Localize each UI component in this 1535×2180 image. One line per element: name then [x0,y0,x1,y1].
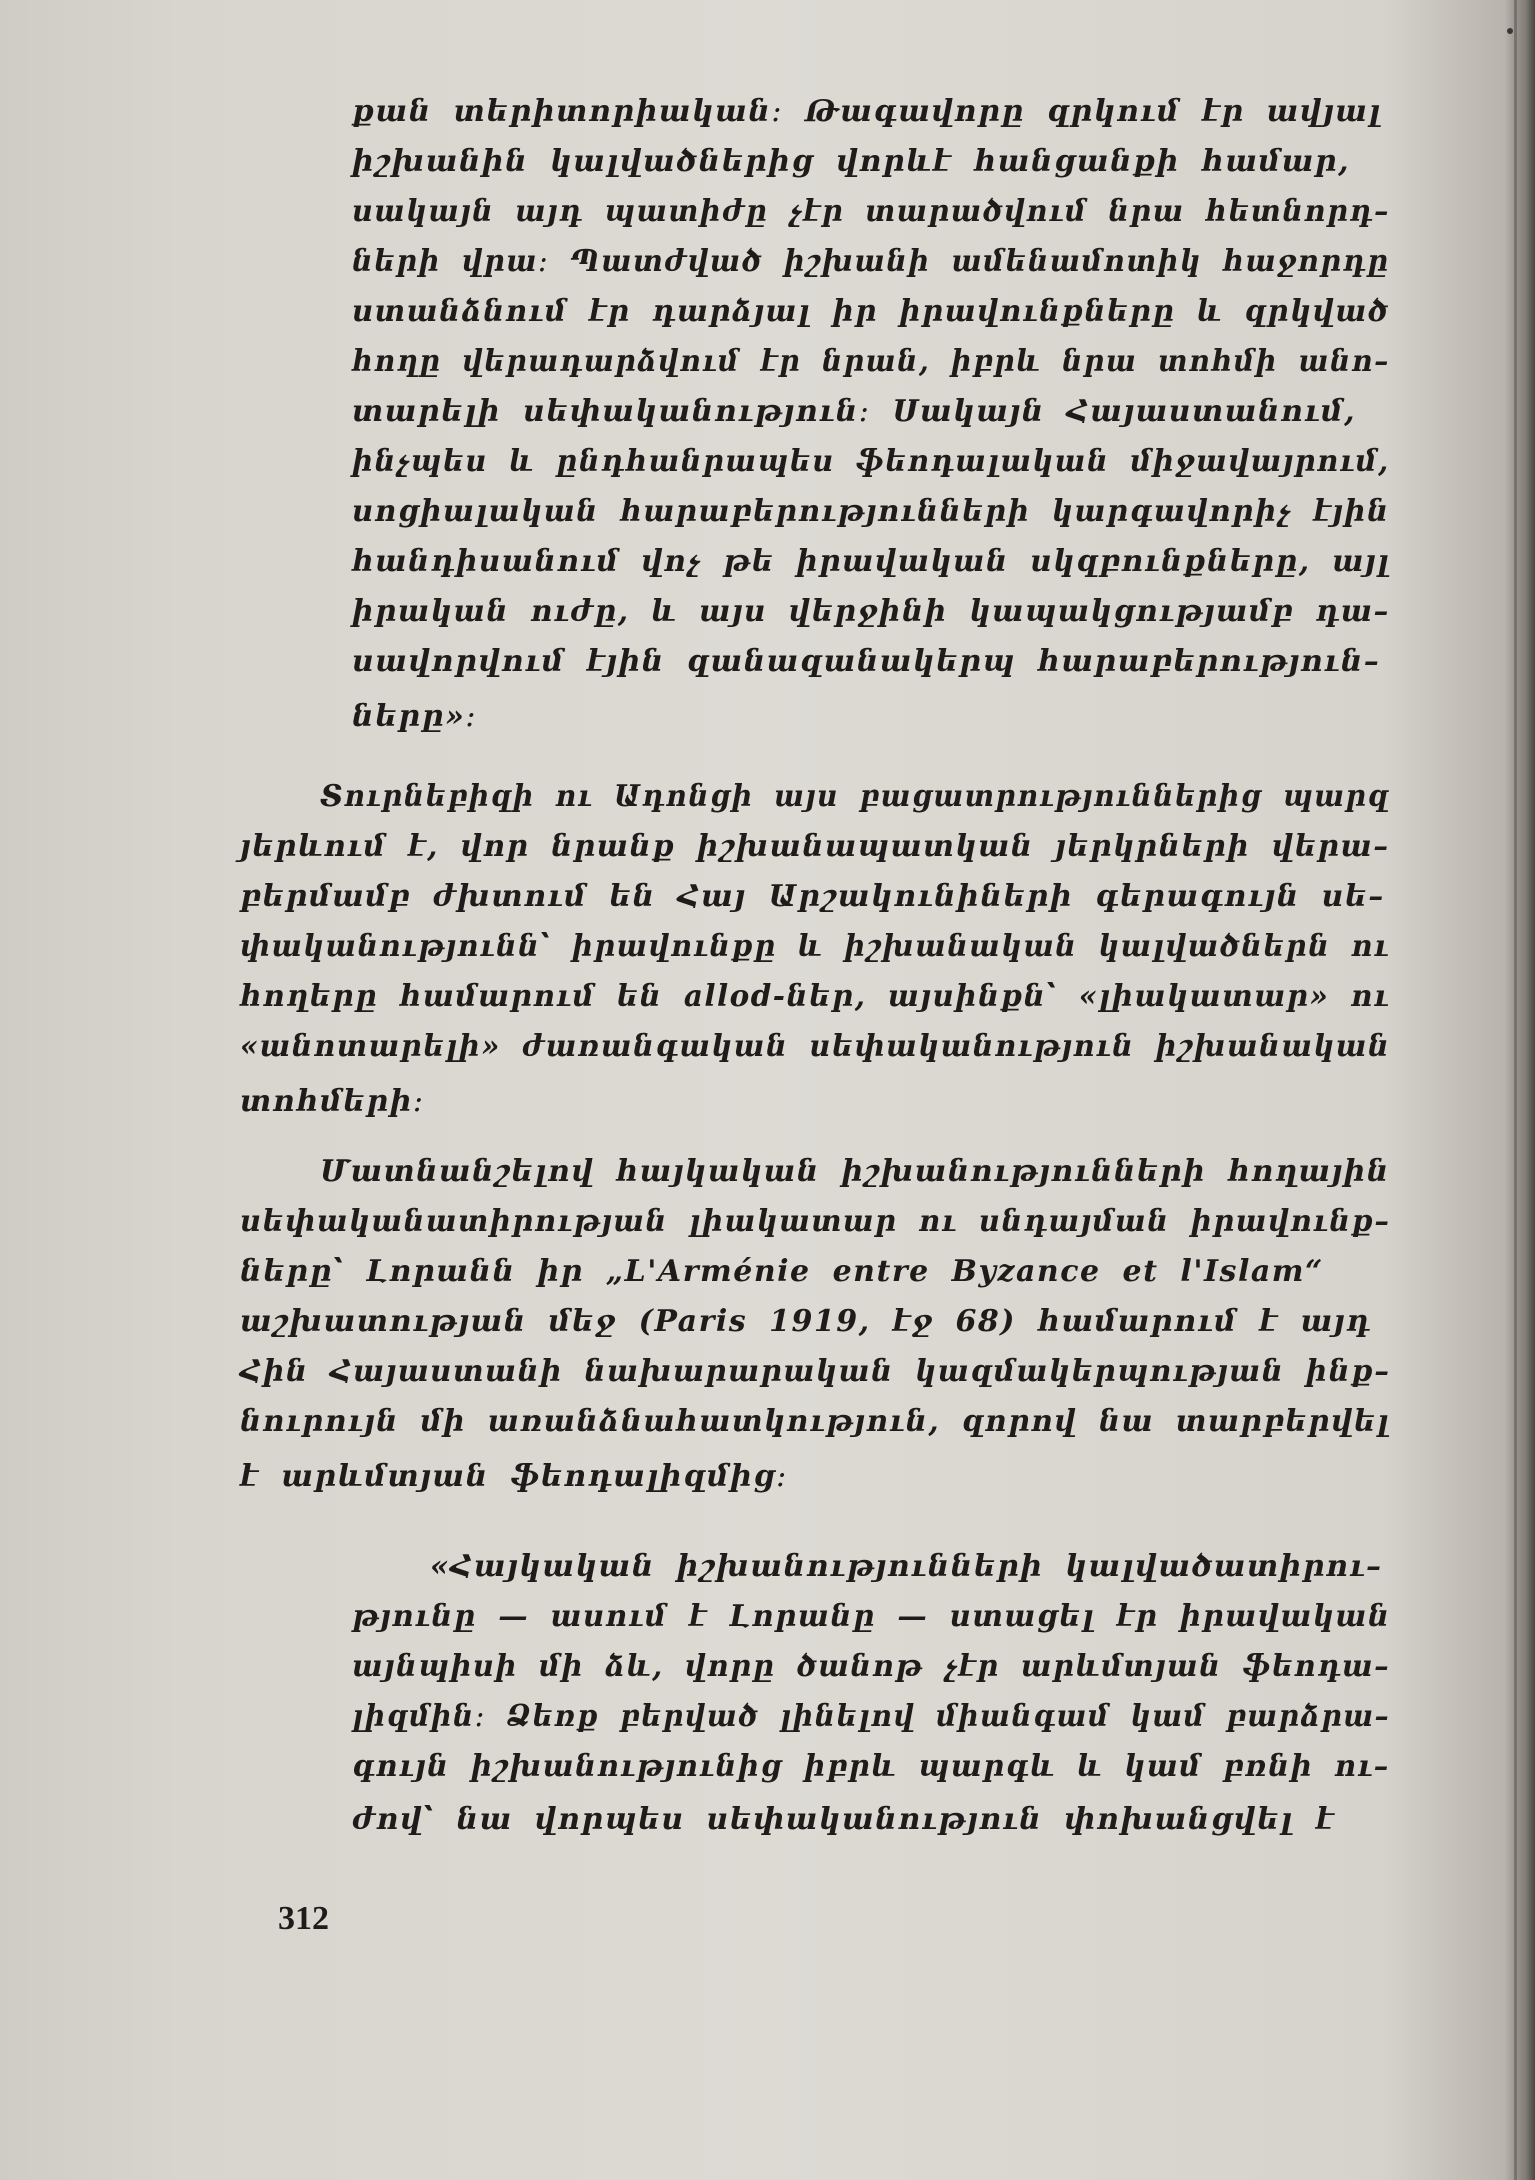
quote-line: «Հայկական իշխանությունների կալվածատիրու– [430,1549,1383,1584]
paragraph-line: սակայն այդ պատիժը չէր տարածվում նրա հետնորդ– [352,194,1390,229]
page-gutter-edge [1514,0,1517,2180]
paragraph-line: աշխատության մեջ (Paris 1919, էջ 68) համարում է այդ [240,1304,1372,1339]
paragraph-line: տոհմերի։ [240,1084,425,1119]
paragraph-line: է արևմտյան ֆեոդալիզմից։ [240,1459,788,1494]
paragraph-line: իշխանին կալվածներից վորևէ հանցանքի համար, [352,144,1351,179]
paragraph-line: յերևում է, վոր նրանք իշխանապատկան յերկրների վերա– [240,829,1390,864]
quote-line: թյունը — ասում է Լորանը — ստացել էր իրավական [352,1599,1391,1634]
paragraph-line: հանդիսանում վոչ թե իրավական սկզբունքները, այլ [352,544,1391,579]
paragraph-line: քան տերիտորիական։ Թագավորը զրկում էր ավյալ [352,94,1382,129]
quote-line: լիզմին։ Ձեռք բերված լինելով միանգամ կամ բարձրա– [352,1699,1391,1734]
paragraph-line: սավորվում էյին զանազանակերպ հարաբերություն– [352,644,1381,679]
paragraph-line: սեփականատիրության լիակատար ու սնդայման իրավունք– [240,1204,1391,1239]
paragraph-line: Հին Հայաստանի նախարարական կազմակերպության ինք– [240,1354,1391,1389]
paragraph-line: հողը վերադարձվում էր նրան, իբրև նրա տոհմի անո– [352,344,1390,379]
paragraph-line: ինչպես և ընդհանրապես ֆեոդալական միջավայրում, [352,444,1390,479]
paragraph-line: ները»։ [352,699,478,734]
ink-speck [1507,28,1513,34]
quote-line: ժով՝ նա վորպես սեփականություն փոխանցվել է [352,1802,1336,1837]
paragraph-line: տարելի սեփականություն։ Սակայն Հայաստանում, [352,394,1357,429]
paragraph-line: սոցիալական հարաբերությունների կարգավորիչ էյին [352,494,1390,529]
paragraph-line: ների վրա։ Պատժված իշխանի ամենամոտիկ հաջորդը [352,244,1390,279]
quote-line: այնպիսի մի ձև, վորը ծանոթ չէր արևմտյան ֆեոդա– [352,1649,1391,1684]
paragraph-line: ստանձնում էր դարձյալ իր իրավունքները և զրկված [352,294,1390,329]
page-number: 312 [278,1900,329,1937]
paragraph-line: փականությունն՝ իրավունքը և իշխանական կալվածներն ու [240,929,1390,964]
paragraph-line: հողերը համարում են allod-ներ, այսինքն՝ «լիակատար» ու [240,979,1390,1014]
quote-line: գույն իշխանությունից իբրև պարգև և կամ բռնի ու– [352,1749,1390,1784]
page-gutter-shadow [1505,0,1535,2180]
paragraph-line: «անոտարելի» ժառանգական սեփականություն իշխանական [240,1029,1391,1064]
paragraph-line: Տուրնեբիզի ու Ադոնցի այս բացատրություններից պարզ [320,779,1390,814]
paragraph-line: Մատնանշելով հայկական իշխանությունների հողային [320,1154,1390,1189]
paragraph-line: ները՝ Լորանն իր „L'Arménie entre Byzance et l'Islam“ [240,1254,1324,1289]
paragraph-line: բերմամբ ժխտում են Հայ Արշակունիների գերագույն սե– [240,879,1385,914]
paragraph-line: նուրույն մի առանձնահատկություն, զորով նա տարբերվել [240,1404,1391,1439]
paragraph-line: իրական ուժը, և այս վերջինի կապակցությամբ դա– [352,594,1390,629]
